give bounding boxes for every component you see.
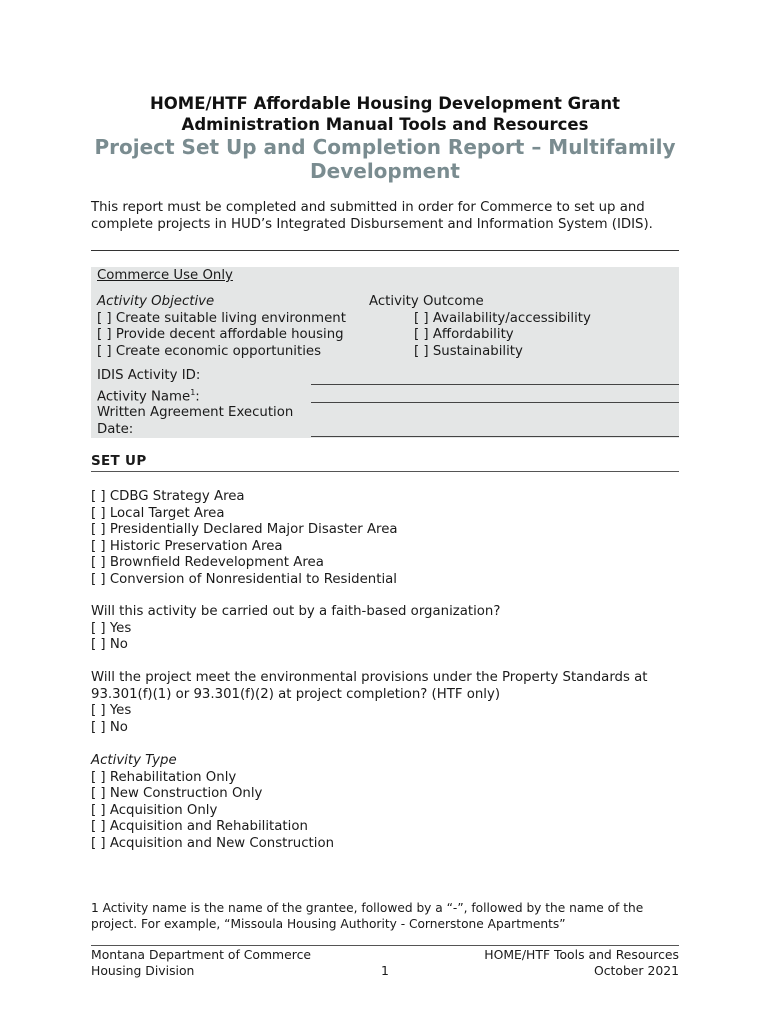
faith-based-question: Will this activity be carried out by a faith-based organization? [91,604,501,619]
idis-fields-labels [97,368,293,438]
environmental-no-option[interactable]: [ ] No [91,719,128,735]
intro-line-2: complete projects in HUD’s Integrated Disbursement and Information System (IDIS). [91,216,653,232]
intro-paragraph [91,200,681,233]
report-title [60,135,710,183]
environmental-question-line-1: Will the project meet the environmental provisions under the Property Standards at [91,670,648,685]
document-title-line-1: HOME/HTF Affordable Housing Development Grant [149,94,621,113]
footnote-marker: 1 [190,387,196,397]
activity-name-field[interactable] [311,402,679,403]
area-option-disaster[interactable]: [ ] Presidentially Declared Major Disaster Area [91,522,398,537]
environmental-question-line-2: 93.301(f)(1) or 93.301(f)(2) at project completion? (HTF only) [91,686,501,702]
written-agreement-label-line-1: Written Agreement Execution [97,405,294,421]
activity-name-colon: : [195,388,200,404]
activity-type-new-construction[interactable]: [ ] New Construction Only [91,786,263,801]
report-title-line-1: Project Set Up and Completion Report – Multifamily [94,135,676,159]
written-agreement-date-field[interactable] [311,436,679,437]
activity-type-group [91,753,334,852]
environmental-yes-option[interactable]: [ ] Yes [91,703,132,718]
setup-divider [91,471,679,472]
objective-option-suitable-living[interactable]: [ ] Create suitable living environment [97,310,346,326]
faith-based-yes-option[interactable]: [ ] Yes [91,620,132,636]
report-title-line-2: Development [310,159,460,183]
outcome-option-sustainability[interactable]: [ ] Sustainability [414,343,523,359]
faith-based-no-option[interactable]: [ ] No [91,637,128,652]
objective-option-affordable-housing[interactable]: [ ] Provide decent affordable housing [97,327,344,342]
section-divider [91,250,679,251]
area-option-historic[interactable]: [ ] Historic Preservation Area [91,538,283,554]
footer-department: Montana Department of Commerce [91,947,312,962]
footer-manual-name: HOME/HTF Tools and Resources [484,947,679,962]
activity-outcome-label: Activity Outcome [369,294,484,309]
intro-line-1: This report must be completed and submitted in order for Commerce to set up and [91,200,645,215]
footer-date: October 2021 [593,963,679,978]
activity-outcome-group [414,311,591,361]
activity-objective-label: Activity Objective [97,294,215,309]
area-options [91,489,398,588]
area-option-local-target[interactable]: [ ] Local Target Area [91,505,225,521]
outcome-option-affordability[interactable]: [ ] Affordability [414,327,514,342]
footer-right [420,947,679,979]
activity-type-acquisition-rehab[interactable]: [ ] Acquisition and Rehabilitation [91,819,308,834]
activity-type-rehabilitation[interactable]: [ ] Rehabilitation Only [91,769,237,785]
document-title [60,93,710,135]
activity-type-acquisition[interactable]: [ ] Acquisition Only [91,802,218,818]
area-option-cdbg[interactable]: [ ] CDBG Strategy Area [91,489,245,504]
activity-objective-group [97,294,346,360]
activity-name-label [97,385,293,406]
area-option-brownfield[interactable]: [ ] Brownfield Redevelopment Area [91,555,324,570]
page-number: 1 [381,963,389,978]
footnote [91,900,681,932]
commerce-use-only-heading: Commerce Use Only [97,268,233,283]
faith-based-question-group [91,604,500,654]
document-title-line-2: Administration Manual Tools and Resources [181,115,589,134]
activity-type-label: Activity Type [91,753,177,768]
environmental-question-group [91,670,691,736]
written-agreement-label-line-2: Date: [97,421,134,437]
activity-name-label-text: Activity Name [97,388,191,404]
footer-divider [91,945,679,946]
footnote-line-2: project. For example, “Missoula Housing Authority - Cornerstone Apartments” [91,917,566,931]
idis-activity-id-field[interactable] [311,384,679,385]
setup-heading: SET UP [91,453,147,469]
activity-type-acquisition-new-construction[interactable]: [ ] Acquisition and New Construction [91,835,335,851]
area-option-conversion[interactable]: [ ] Conversion of Nonresidential to Residential [91,571,397,587]
footnote-line-1: 1 Activity name is the name of the grantee, followed by a “-”, followed by the name of the [91,901,644,915]
footer-division: Housing Division [91,963,195,978]
footer-left [91,947,311,979]
idis-activity-id-label: IDIS Activity ID: [97,368,201,383]
outcome-option-availability[interactable]: [ ] Availability/accessibility [414,310,591,326]
objective-option-economic-opportunities[interactable]: [ ] Create economic opportunities [97,343,322,359]
